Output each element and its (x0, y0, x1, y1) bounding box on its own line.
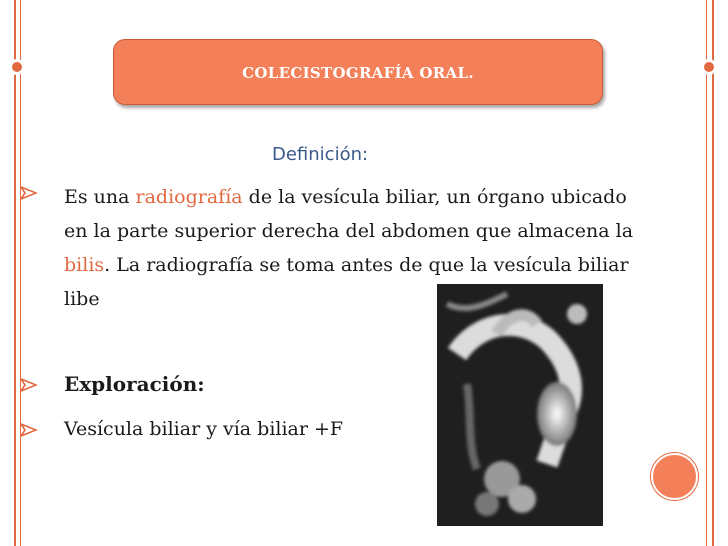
bullet-icon (20, 186, 38, 202)
bullet-icon (20, 378, 38, 394)
paragraph-text-2: de la vesícula biliar, un órgano ubicado en la parte superior derecha del abdomen que almacena la (64, 186, 634, 242)
frame-pin-left (12, 62, 22, 72)
definition-heading: Definición: (272, 144, 369, 165)
radiografia-link[interactable]: radiografía (135, 186, 243, 208)
xray-image (437, 284, 603, 526)
title-box (113, 39, 603, 105)
exploration-line: Vesícula biliar y vía biliar +F (64, 418, 344, 440)
frame-pin-right (704, 62, 714, 72)
left-frame-line (14, 0, 16, 546)
paragraph-text-1: Es una (64, 186, 136, 208)
left-frame-inner-line (20, 0, 21, 546)
exploration-heading: Exploración: (64, 372, 205, 396)
paragraph-text-3: . La radiografía se toma antes de que la vesícula biliar libe (64, 254, 629, 310)
decorative-orb (651, 453, 698, 500)
right-frame-inner-line (706, 0, 707, 546)
bullet-icon (20, 423, 38, 439)
slide-title: COLECISTOGRAFÍA ORAL. (242, 64, 474, 82)
right-frame-line (712, 0, 714, 546)
bilis-link[interactable]: bilis (64, 254, 105, 276)
